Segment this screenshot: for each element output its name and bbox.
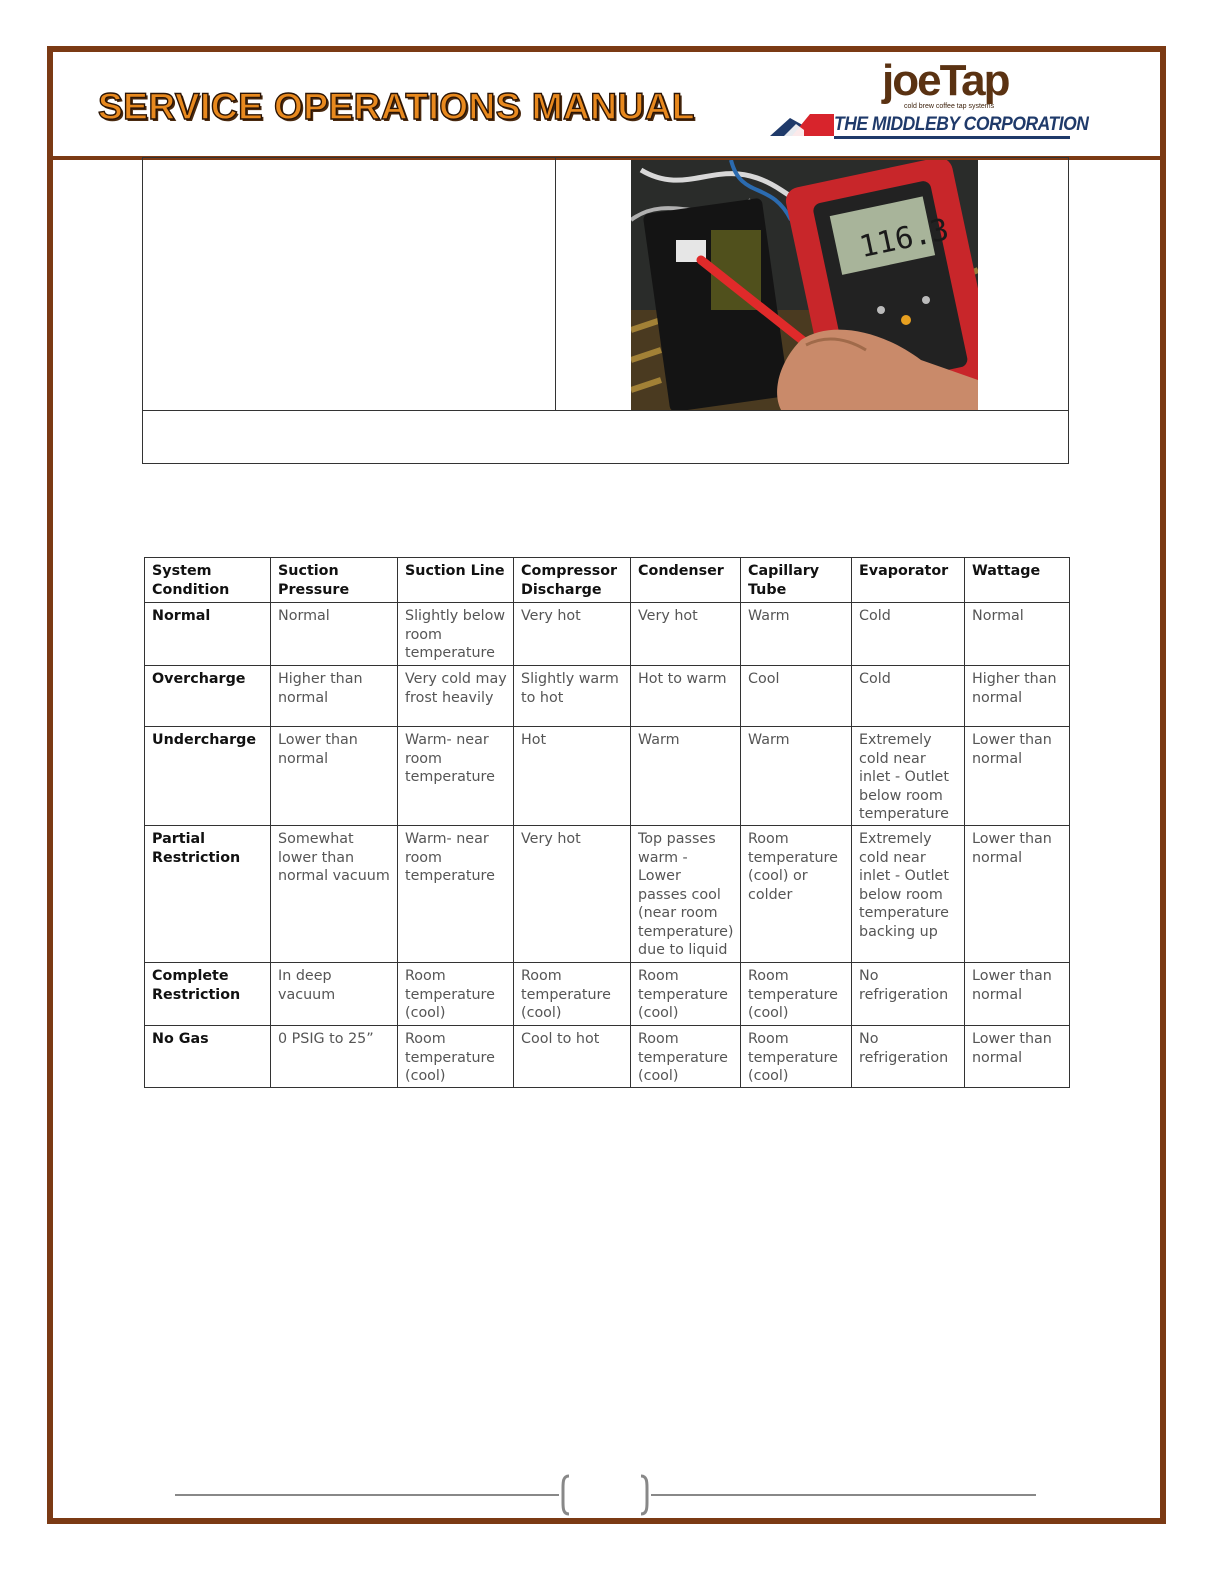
table-cell: Room temperature (cool) [514,963,631,1026]
table-cell: Extremely cold near inlet - Outlet below room temperature backing up [852,826,965,963]
table-cell: Lower than normal [965,1026,1070,1088]
table-cell: Higher than normal [965,666,1070,727]
header-evaporator: Evaporator [852,558,965,603]
figure-caption-row [143,410,1068,411]
table-cell: No refrigeration [852,963,965,1026]
footer-rule-left [175,1494,559,1496]
header-condenser: Condenser [631,558,741,603]
table-cell: Somewhat lower than normal vacuum [271,826,398,963]
refrigeration-troubleshooting-table [144,557,1070,1088]
table-cell: Cold [852,666,965,727]
table-cell: Very hot [514,826,631,963]
table-cell: Hot [514,727,631,826]
header-suction-line: Suction Line [398,558,514,603]
table-cell: Lower than normal [271,727,398,826]
table-cell: Lower than normal [965,826,1070,963]
figure-text-cell [143,158,556,410]
multimeter-photo [631,160,978,410]
table-cell: No refrigeration [852,1026,965,1088]
table-cell: Higher than normal [271,666,398,727]
table-cell: In deep vacuum [271,963,398,1026]
table-cell: Room temperature (cool) [741,963,852,1026]
table-cell: Very hot [631,603,741,666]
header-wattage: Wattage [965,558,1070,603]
table-row [145,727,1070,826]
table-row [145,1026,1070,1088]
table-cell: Undercharge [145,727,271,826]
meter-reading: 116.3 [856,212,952,266]
table-row [145,826,1070,963]
page-number-bracket [559,1474,651,1516]
table-cell: Normal [145,603,271,666]
figure-table [142,157,1069,464]
table-cell: Warm- near room temperature [398,727,514,826]
table-cell: Slightly below room temperature [398,603,514,666]
table-cell: Slightly warm to hot [514,666,631,727]
table-header-row [145,558,1070,603]
table-cell: Warm [741,603,852,666]
footer-rule-right [651,1494,1036,1496]
table-cell: Cold [852,603,965,666]
table-cell: Lower than normal [965,727,1070,826]
table-cell: No Gas [145,1026,271,1088]
company-logo [770,56,1089,142]
table-cell: Room temperature (cool) or colder [741,826,852,963]
middleby-flag-icon [770,110,834,136]
logo-brand: joeTap [882,56,1009,105]
table-cell: Partial Restriction [145,826,271,963]
table-cell: Top passes warm - Lower passes cool (near room temperature) due to liquid [631,826,741,963]
table-cell: Complete Restriction [145,963,271,1026]
header-compressor-discharge: Compressor Discharge [514,558,631,603]
table-cell: Room temperature (cool) [631,1026,741,1088]
logo-tagline: cold brew coffee tap systems [904,103,995,110]
table-cell: Hot to warm [631,666,741,727]
table-cell: Room temperature (cool) [398,963,514,1026]
table-cell: Normal [271,603,398,666]
table-cell: Room temperature (cool) [741,1026,852,1088]
table-cell: Cool [741,666,852,727]
table-cell: Warm- near room temperature [398,826,514,963]
table-cell: 0 PSIG to 25” [271,1026,398,1088]
table-cell: Very hot [514,603,631,666]
header-capillary-tube: Capillary Tube [741,558,852,603]
table-row [145,963,1070,1026]
table-cell: Lower than normal [965,963,1070,1026]
table-cell: Overcharge [145,666,271,727]
table-cell: Room temperature (cool) [398,1026,514,1088]
table-cell: Cool to hot [514,1026,631,1088]
header-suction-pressure: Suction Pressure [271,558,398,603]
table-cell: Very cold may frost heavily [398,666,514,727]
logo-corporation: THE MIDDLEBY CORPORATION [834,114,1089,135]
logo-underline [834,136,1070,139]
table-cell: Extremely cold near inlet - Outlet below room temperature [852,727,965,826]
table-row [145,666,1070,727]
table-cell: Warm [631,727,741,826]
table-cell: Room temperature (cool) [631,963,741,1026]
manual-title: SERVICE OPERATIONS MANUAL [98,86,696,127]
table-cell: Normal [965,603,1070,666]
header-system-condition: System Condition [145,558,271,603]
table-cell: Warm [741,727,852,826]
table-row [145,603,1070,666]
